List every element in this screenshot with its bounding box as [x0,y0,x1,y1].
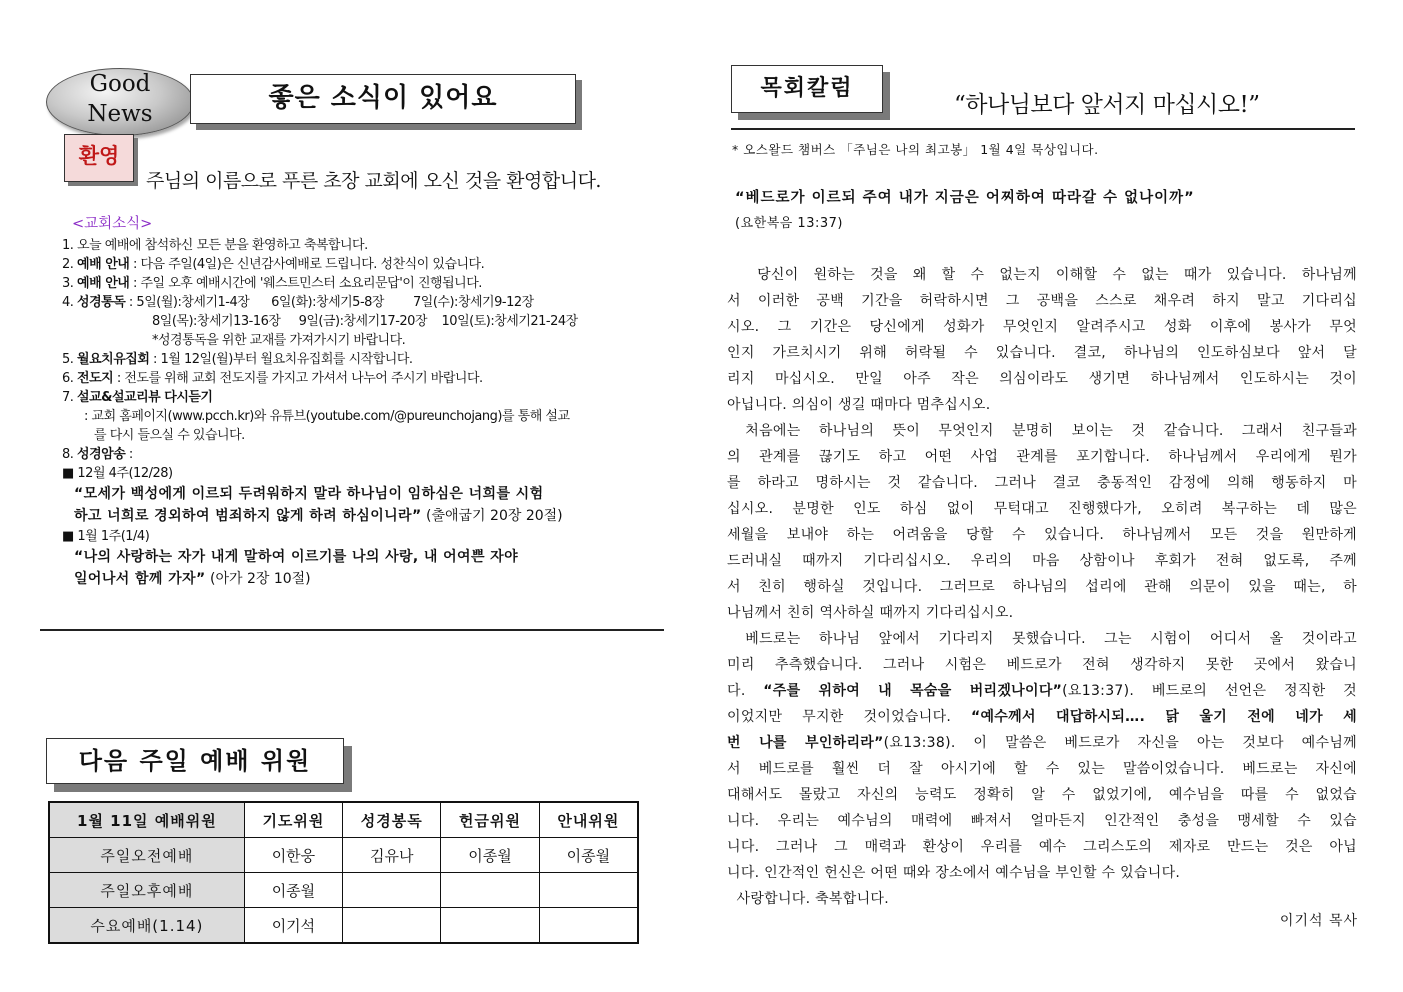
column-line [727,704,1357,730]
duty-service: 주일오전예배 [49,838,244,873]
duty-cell: 이종월 [539,838,638,873]
column-text: 처음에는 하나님의 뜻이 무엇인지 분명히 보이는 것 같습니다. 그래서 친구들과 [727,423,1357,439]
column-bold-quote: “예수께서 대답하시되…. 닭 울기 전에 네가 세 [970,709,1357,725]
column-line [727,496,1357,522]
good-news-title: 좋은 소식이 있어요 [190,74,576,124]
news-item-1: 1. 오늘 예배에 참석하신 모든 분을 환영하고 축복합니다. [62,238,368,253]
column-text: 의 관계를 끊기도 하고 어떤 사업 관계를 포기합니다. 하나님께서 우리에게 뭔가 [727,449,1357,465]
duty-cell [343,908,441,944]
column-text: 사랑합니다. 축복합니다. [727,891,889,907]
memory-verse-2b: 일어나서 함께 가자” (아가 2장 10절) [74,571,311,587]
column-text: 미리 추측했습니다. 그러나 시험은 베드로가 전혀 생각하지 못한 곳에서 왔습니 [727,657,1357,673]
column-line [727,860,1357,886]
column-line [727,366,1357,392]
column-text: 니다. 인간적인 헌신은 어떤 때와 장소에서 예수님을 부인할 수 있습니다. [727,865,1181,881]
church-news-list [62,236,687,590]
column-line [727,392,1357,418]
memory-verse-2a: “나의 사랑하는 자가 내게 말하여 이르기를 나의 사랑, 내 어여쁜 자야 [74,549,519,565]
news-item-4-note: *성경통독을 위한 교재를 가져가시기 바랍니다. [152,333,406,348]
column-line [727,548,1357,574]
news-item-7-cont: : 교회 홈페이지(www.pcch.kr)와 유튜브(youtube.com/@pureunchojang)를 통해 설교 [84,409,570,424]
column-line [727,340,1357,366]
duty-cell: 이종월 [441,838,539,873]
column-line [727,574,1357,600]
column-text: 세월을 보내야 하는 어려움을 당할 수 있습니다. 하나님께서 모든 것을 원만하게 [727,527,1357,543]
news-item-6: 6. 전도지 : 전도를 위해 교회 전도지를 가지고 가셔서 나누어 주시기 바랍니다. [62,371,483,386]
memory-ref-1: (출애굽기 20장 20절) [421,508,563,524]
duty-cell: 이한웅 [244,838,342,873]
column-text: 니다. 우리는 예수님의 매력에 빠져서 얼마든지 인간적인 충성을 맹세할 수 있습 [727,813,1357,829]
right-divider [731,128,1355,130]
duty-table [48,801,639,944]
column-line [727,730,1357,756]
column-line [727,652,1357,678]
news-item-2: 2. 예배 안내 : 다음 주일(4일)은 신년감사예배로 드립니다. 성찬식이 있습니다. [62,257,485,272]
duty-cell [441,873,539,908]
column-text: 당신이 원하는 것을 왜 할 수 없는지 이해할 수 없는 때가 있습니다. 하나님께 [727,267,1357,283]
column-text: 베드로는 하나님 앞에서 기다리지 못했습니다. 그는 시험이 어디서 올 것이라고 [727,631,1357,647]
column-text: 이었지만 무지한 것이었습니다. [727,709,971,725]
column-text: 다. [727,683,764,699]
column-text: 를 하라고 명하시는 것 같습니다. 그러나 결코 충동적인 감정에 의해 행동하지 마 [727,475,1357,491]
news-item-7-cont2: 를 다시 들으실 수 있습니다. [94,428,245,443]
column-text: 리지 마십시오. 만일 아주 작은 의심이라도 생기면 하나님께서 인도하시는 것이 [727,371,1357,387]
column-text: 서 친히 행하실 것입니다. 그러므로 하나님의 섭리에 관해 의문이 있을 때는, 하 [727,579,1357,595]
column-body [727,262,1357,912]
column-line [727,834,1357,860]
signature: 이기석 목사 [1279,913,1358,929]
memory-week-1: ■ 12월 4주(12/28) [62,466,173,481]
column-text: 서 베드로를 훨씬 더 잘 아시기에 할 수 있는 말씀이었습니다. 베드로는 자신에 [727,761,1357,777]
table-row [49,908,638,944]
duty-header-date: 1월 11일 예배위원 [49,802,244,838]
next-week-title: 다음 주일 예배 위원 [46,738,344,784]
table-row [49,873,638,908]
good-news-line1: Good [89,71,151,97]
memory-verse-1b: 하고 너희로 경외하여 범죄하지 않게 하려 하심이니라” (출애굽기 20장 20절) [74,508,563,524]
news-item-4: 4. 성경통독 : 5일(월):창세기1-4장 6일(화):창세기5-8장 7일(수):창세기9-12장 [62,295,534,310]
church-news-header: <교회소식> [72,216,153,232]
pastor-column-tag: 목회칼럼 [731,65,883,113]
duty-cell: 이종월 [244,873,342,908]
duty-service: 수요예배(1.14) [49,908,244,944]
news-item-8: 8. 성경암송 : [62,447,133,462]
column-title: “하나님보다 앞서지 마십시오!” [954,92,1260,118]
duty-header-offering: 헌금위원 [441,802,539,838]
memory-ref-2: (아가 2장 10절) [205,571,311,587]
duty-cell [539,908,638,944]
column-line [727,886,1357,912]
good-news-line2: News [87,101,153,127]
column-text: 대해서도 몰랐고 자신의 능력도 정확히 알 수 없었기에, 예수님을 따를 수 없었습 [727,787,1357,803]
table-row [49,838,638,873]
welcome-text: 주님의 이름으로 푸른 초장 교회에 오신 것을 환영합니다. [146,170,601,192]
column-line [727,756,1357,782]
memory-week-2: ■ 1월 1주(1/4) [62,529,150,544]
news-item-4-cont: 8일(목):창세기13-16장 9일(금):창세기17-20장 10일(토):창세기21-24장 [152,314,578,329]
column-line [727,418,1357,444]
column-bold-quote: “주를 위하여 내 목숨을 버리겠나이다” [763,683,1063,699]
welcome-tag: 환영 [64,134,134,182]
duty-cell: 이기석 [244,908,342,944]
column-verse-ref: (요한복음 13:37) [735,216,843,231]
column-verse: “베드로가 이르되 주여 내가 지금은 어찌하여 따라갈 수 없나이까” [735,190,1195,206]
column-line [727,600,1357,626]
news-item-3: 3. 예배 안내 : 주일 오후 예배시간에 '웨스트민스터 소요리문답'이 진행됩니다. [62,276,482,291]
column-source: * 오스왈드 챔버스 「주님은 나의 최고봉」 1월 4일 묵상입니다. [732,142,1099,157]
duty-cell: 김유나 [343,838,441,873]
column-text: (요13:38). 이 말씀은 베드로가 자신을 아는 것보다 예수님께 [883,735,1357,751]
column-line [727,808,1357,834]
duty-cell [539,873,638,908]
duty-header-prayer: 기도위원 [244,802,342,838]
column-text: (요13:37). 베드로의 선언은 정직한 것 [1062,683,1357,699]
column-text: 나님께서 친히 역사하실 때까지 기다리십시오. [727,605,1014,621]
duty-header-reading: 성경봉독 [343,802,441,838]
column-text: 십시오. 분명한 인도 하심 없이 무턱대고 진행했다가, 오히려 복구하는 데 많은 [727,501,1357,517]
duty-header-row [49,802,638,838]
news-item-7: 7. 설교&설교리뷰 다시듣기 [62,390,213,405]
duty-header-usher: 안내위원 [539,802,638,838]
duty-cell [441,908,539,944]
column-text: 니다. 그러나 그 매력과 환상이 우리를 예수 그리스도의 제자로 만드는 것은 아닙 [727,839,1357,855]
column-line [727,626,1357,652]
duty-cell [343,873,441,908]
column-text: 인지 가르치시기 위해 허락될 수 있습니다. 결코, 하나님의 인도하심보다 앞서 달 [727,345,1357,361]
news-item-5: 5. 월요치유집회 : 1월 12일(월)부터 월요치유집회를 시작합니다. [62,352,413,367]
column-line [727,782,1357,808]
column-text: 드러내실 때까지 기다리십시오. 우리의 마음 상함이나 후회가 전혀 없도록, 주께 [727,553,1357,569]
column-line [727,262,1357,288]
column-text: 시오. 그 기간은 당신에게 성화가 무엇인지 알려주시고 성화 이후에 봉사가 무엇 [727,319,1357,335]
good-news-badge [46,68,194,136]
left-divider [40,629,664,631]
column-bold-quote: 번 나를 부인하리라” [727,735,884,751]
column-line [727,470,1357,496]
column-line [727,314,1357,340]
column-line [727,444,1357,470]
duty-service: 주일오후예배 [49,873,244,908]
column-line [727,522,1357,548]
column-text: 서 이러한 공백 기간을 허락하시면 그 공백을 스스로 채우려 하지 말고 기다리십 [727,293,1357,309]
memory-verse-1a: “모세가 백성에게 이르되 두려워하지 말라 하나님이 임하심은 너희를 시험 [74,486,544,502]
column-line [727,288,1357,314]
column-line [727,678,1357,704]
column-text: 아닙니다. 의심이 생길 때마다 멈추십시오. [727,397,991,413]
